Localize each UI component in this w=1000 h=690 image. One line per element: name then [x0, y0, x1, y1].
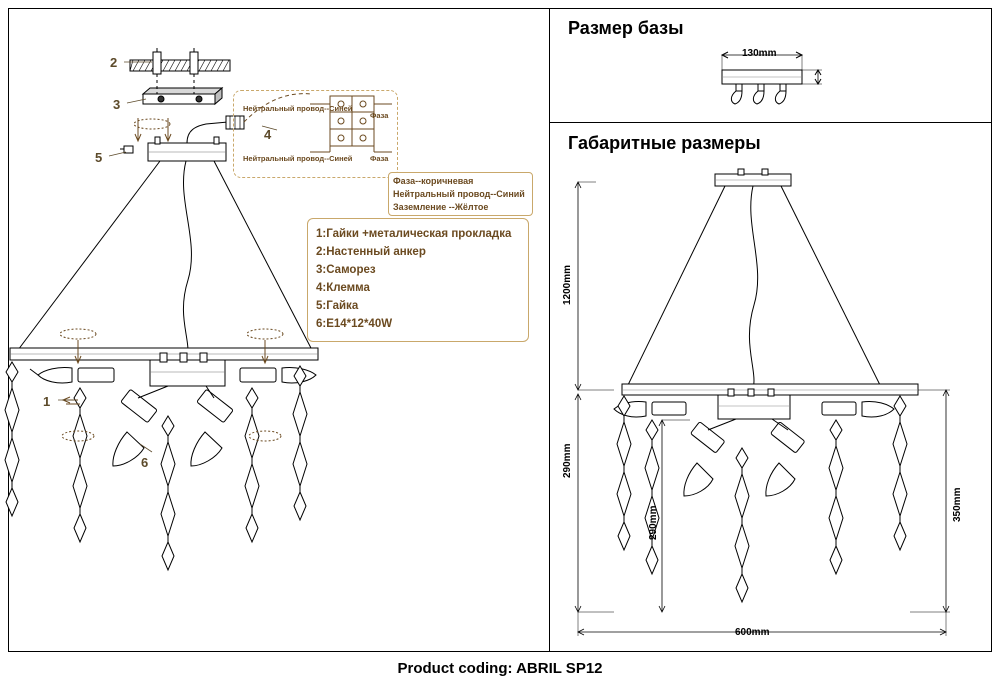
- wiring-note-line-1: Фаза--коричневая: [393, 176, 474, 186]
- callout-6: 6: [141, 455, 149, 470]
- callout-3: 3: [113, 97, 121, 112]
- overall-dimensions-title: Габаритные размеры: [568, 133, 761, 153]
- callout-2: 2: [110, 55, 118, 70]
- base-size-title: Размер базы: [568, 18, 684, 38]
- legend-item-1: 1:Гайки +металическая прокладка: [316, 228, 512, 240]
- dimension-body-height-a: 290mm: [562, 443, 573, 478]
- wire-label-phase-bottom: Фаза: [370, 154, 389, 163]
- callout-1: 1: [43, 394, 51, 409]
- dimension-drop-height: 1200mm: [562, 264, 573, 305]
- callout-5: 5: [95, 150, 103, 165]
- legend-item-4: 4:Клемма: [316, 282, 370, 294]
- wire-label-neutral-bottom: Нейтральный провод--Синей: [243, 154, 353, 163]
- dimension-total-height: 350mm: [952, 487, 963, 522]
- wiring-note-line-3: Заземление --Жёлтое: [393, 202, 489, 212]
- product-coding-label: Product coding: ABRIL SP12: [397, 660, 603, 677]
- wire-label-neutral-top: Нейтральный провод--Синей: [243, 104, 353, 113]
- dimension-base-width: 130mm: [742, 48, 777, 59]
- legend-item-6: 6:E14*12*40W: [316, 318, 393, 330]
- wire-label-phase-top: Фаза: [370, 111, 389, 120]
- legend-item-3: 3:Саморез: [316, 264, 376, 276]
- dimension-body-height-b: 290mm: [648, 505, 659, 540]
- dimension-total-width: 600mm: [735, 627, 770, 638]
- legend-item-2: 2:Настенный анкер: [316, 246, 426, 258]
- callout-4: 4: [264, 127, 272, 142]
- wiring-note-line-2: Нейтральный провод--Синий: [393, 189, 525, 199]
- legend-item-5: 5:Гайка: [316, 300, 359, 312]
